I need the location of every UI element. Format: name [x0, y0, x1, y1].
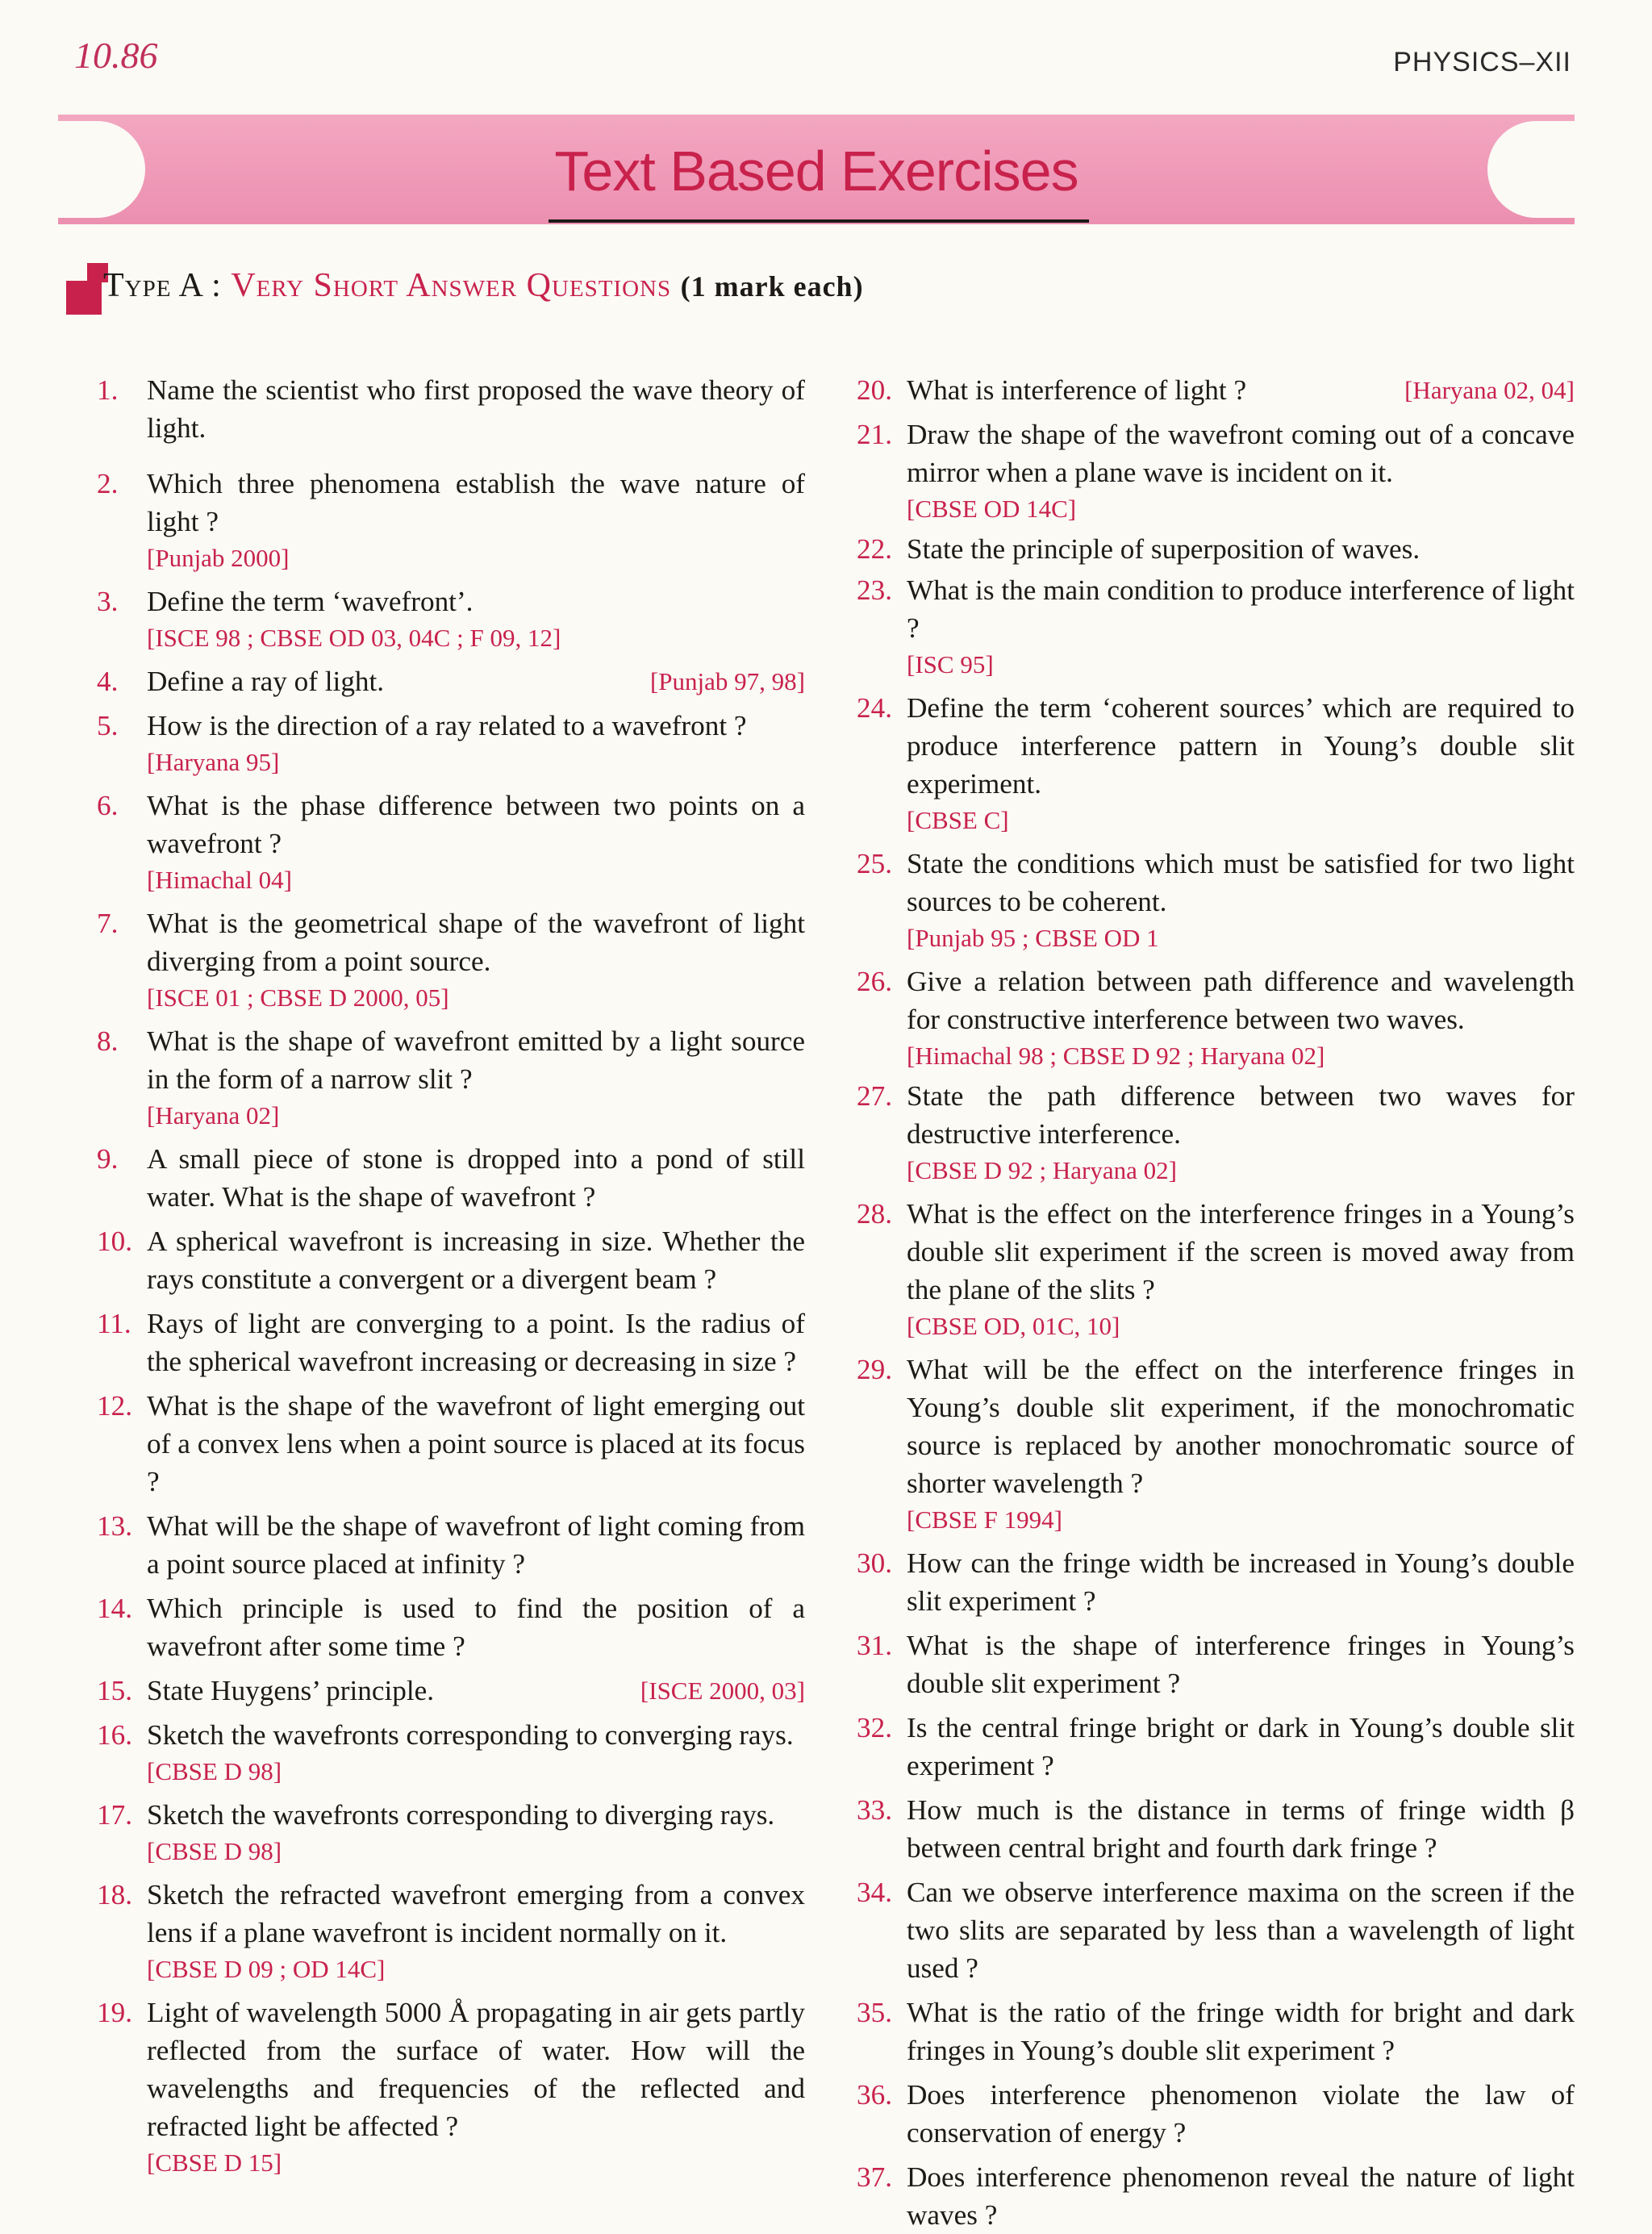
question-item	[857, 1351, 1575, 1538]
question-item	[857, 1709, 1575, 1785]
question-item	[97, 707, 805, 780]
question-number: 12.	[97, 1390, 132, 1422]
question-number: 35.	[857, 1997, 892, 2028]
question-item	[97, 1672, 805, 1710]
questions-left-column	[97, 365, 805, 2181]
question-reference: [Haryana 95]	[147, 748, 280, 776]
question-text: What is interference of light ?	[907, 374, 1247, 406]
question-number: 16.	[97, 1719, 132, 1751]
question-number: 32.	[857, 1712, 892, 1743]
section-marks: (1 mark each)	[680, 270, 864, 303]
question-item	[857, 1994, 1575, 2069]
question-text: State the conditions which must be satisfied for two light sources to be coherent.	[907, 848, 1575, 917]
question-number: 11.	[97, 1308, 131, 1339]
question-text: What is the main condition to produce interference of light ?	[907, 574, 1575, 644]
bullet-square-icon	[66, 281, 102, 315]
question-item	[97, 787, 805, 898]
question-text: Is the central fringe bright or dark in Young’s double slit experiment ?	[907, 1712, 1575, 1781]
question-item	[857, 1626, 1575, 1702]
question-item	[97, 1589, 805, 1665]
question-item	[97, 1994, 805, 2181]
question-text: What is the geometrical shape of the wavefront of light diverging from a point source.	[147, 908, 805, 977]
question-number: 7.	[97, 908, 119, 939]
question-reference: [Punjab 95 ; CBSE OD 1	[907, 924, 1159, 952]
question-item	[857, 2158, 1575, 2234]
question-number: 3.	[97, 586, 119, 617]
question-text: Sketch the refracted wavefront emerging from a convex lens if a plane wavefront is incident normally on it.	[147, 1879, 805, 1948]
question-number: 22.	[857, 533, 892, 565]
question-reference: [CBSE C]	[907, 806, 1009, 834]
question-number: 26.	[857, 966, 892, 997]
question-reference: [CBSE OD, 01C, 10]	[907, 1312, 1120, 1340]
question-text: Name the scientist who first proposed the wave theory of light.	[147, 374, 805, 444]
question-item	[97, 371, 805, 447]
question-text: What will be the shape of wavefront of light coming from a point source placed at infinity ?	[147, 1510, 805, 1580]
question-reference: [Punjab 2000]	[147, 544, 290, 572]
question-number: 10.	[97, 1226, 132, 1257]
question-item	[97, 662, 805, 700]
question-item	[857, 1195, 1575, 1344]
question-number: 5.	[97, 710, 119, 741]
question-text: A spherical wavefront is increasing in size. Whether the rays constitute a convergent or a divergent beam ?	[147, 1226, 805, 1295]
question-reference: [ISC 95]	[907, 650, 994, 679]
question-number: 19.	[97, 1997, 132, 2028]
question-number: 37.	[857, 2161, 892, 2193]
question-reference: [CBSE OD 14C]	[907, 495, 1077, 523]
question-number: 6.	[97, 790, 119, 821]
question-text: What is the ratio of the fringe width for bright and dark fringes in Young’s double slit experiment ?	[907, 1997, 1575, 2066]
question-item	[97, 583, 805, 656]
question-text: State the path difference between two waves for destructive interference.	[907, 1080, 1575, 1150]
question-reference: [ISCE 01 ; CBSE D 2000, 05]	[147, 983, 449, 1012]
question-number: 25.	[857, 848, 892, 879]
question-reference: [CBSE D 98]	[147, 1757, 282, 1785]
question-item	[97, 1387, 805, 1501]
question-item	[97, 1876, 805, 1987]
question-item	[857, 571, 1575, 683]
question-text: Draw the shape of the wavefront coming out of a concave mirror when a plane wave is incident on it.	[907, 419, 1575, 488]
question-text: Sketch the wavefronts corresponding to converging rays.	[147, 1719, 794, 1751]
question-number: 15.	[97, 1675, 132, 1706]
question-reference: [Punjab 97, 98]	[649, 667, 805, 695]
question-text: What is the shape of wavefront emitted by a light source in the form of a narrow slit ?	[147, 1025, 805, 1095]
question-item	[97, 1507, 805, 1583]
banner-title: Text Based Exercises	[554, 140, 1078, 203]
question-text: Define the term ‘wavefront’.	[147, 586, 473, 617]
question-number: 31.	[857, 1630, 892, 1661]
question-reference: [CBSE D 09 ; OD 14C]	[147, 1955, 386, 1983]
question-item	[857, 1873, 1575, 1987]
question-number: 17.	[97, 1799, 132, 1831]
question-reference: [ISCE 2000, 03]	[640, 1677, 805, 1705]
page-number: 10.86	[74, 35, 158, 76]
question-text: What is the shape of the wavefront of light emerging out of a convex lens when a point source is placed at its focus ?	[147, 1390, 805, 1497]
question-item	[857, 962, 1575, 1074]
question-text: How much is the distance in terms of fringe width β between central bright and fourth dark fringe ?	[907, 1794, 1575, 1864]
question-text: What is the effect on the interference fringes in a Young’s double slit experiment if the screen is moved away from the plane of the slits ?	[907, 1198, 1575, 1305]
question-number: 28.	[857, 1198, 892, 1230]
question-number: 24.	[857, 692, 892, 724]
question-number: 4.	[97, 666, 119, 697]
section-heading-text	[103, 267, 864, 304]
question-item	[857, 845, 1575, 956]
question-item	[97, 1796, 805, 1869]
question-number: 33.	[857, 1794, 892, 1826]
question-text: Sketch the wavefronts corresponding to diverging rays.	[147, 1799, 775, 1831]
question-item	[857, 2076, 1575, 2152]
question-item	[857, 1077, 1575, 1188]
question-item	[97, 1305, 805, 1380]
question-text: Does interference phenomenon violate the law of conservation of energy ?	[907, 2079, 1575, 2148]
question-number: 29.	[857, 1354, 892, 1385]
question-number: 8.	[97, 1025, 119, 1057]
question-number: 21.	[857, 419, 892, 450]
question-reference: [CBSE D 92 ; Haryana 02]	[907, 1156, 1177, 1184]
question-text: How can the fringe width be increased in Young’s double slit experiment ?	[907, 1547, 1575, 1617]
section-heading	[66, 266, 864, 305]
question-number: 14.	[97, 1593, 132, 1624]
question-text: What is the shape of interference fringes in Young’s double slit experiment ?	[907, 1630, 1575, 1699]
question-text: How is the direction of a ray related to a wavefront ?	[147, 710, 747, 741]
question-item	[857, 415, 1575, 527]
question-text: Which three phenomena establish the wave nature of light ?	[147, 468, 805, 537]
question-item	[97, 1716, 805, 1789]
question-number: 27.	[857, 1080, 892, 1112]
question-number: 20.	[857, 374, 892, 406]
question-number: 18.	[97, 1879, 132, 1910]
question-number: 36.	[857, 2079, 892, 2111]
questions-right-column	[857, 365, 1575, 2234]
question-number: 23.	[857, 574, 892, 606]
question-text: What is the phase difference between two points on a wavefront ?	[147, 790, 805, 859]
question-reference: [ISCE 98 ; CBSE OD 03, 04C ; F 09, 12]	[147, 624, 561, 652]
question-item	[857, 689, 1575, 838]
question-text: Define the term ‘coherent sources’ which are required to produce interference pattern in Young’s double slit experiment.	[907, 692, 1575, 800]
question-reference: [Himachal 04]	[147, 866, 292, 894]
banner-underline	[549, 219, 1089, 223]
question-text: Rays of light are converging to a point. Is the radius of the spherical wavefront increasing or decreasing in size ?	[147, 1308, 805, 1377]
question-text: Light of wavelength 5000 Å propagating in air gets partly reflected from the surface of water. How will the wavelengths and frequencies of the reflected and refracted light be affected ?	[147, 1997, 805, 2142]
question-reference: [Haryana 02]	[147, 1101, 280, 1130]
section-banner	[58, 115, 1575, 224]
question-item	[97, 465, 805, 576]
question-reference: [Himachal 98 ; CBSE D 92 ; Haryana 02]	[907, 1042, 1325, 1070]
question-reference: [CBSE D 98]	[147, 1837, 282, 1865]
question-number: 30.	[857, 1547, 892, 1579]
question-item	[857, 1544, 1575, 1620]
question-text: Define a ray of light.	[147, 666, 385, 697]
question-number: 34.	[857, 1877, 892, 1908]
question-item	[857, 530, 1575, 568]
question-text: Give a relation between path difference and wavelength for constructive interference between two waves.	[907, 966, 1575, 1035]
question-number: 13.	[97, 1510, 132, 1542]
question-text: Can we observe interference maxima on the screen if the two slits are separated by less than a wavelength of light used ?	[907, 1877, 1575, 1984]
question-number: 2.	[97, 468, 119, 499]
section-type-label: Type A :	[103, 267, 222, 304]
question-text: State Huygens’ principle.	[147, 1675, 435, 1706]
question-item	[97, 1140, 805, 1216]
question-item	[857, 1791, 1575, 1867]
question-text: A small piece of stone is dropped into a pond of still water. What is the shape of wavefront ?	[147, 1143, 805, 1213]
question-number: 1.	[97, 374, 119, 406]
question-text: Which principle is used to find the position of a wavefront after some time ?	[147, 1593, 805, 1662]
book-title: PHYSICS–XII	[1393, 47, 1571, 77]
question-item	[97, 1222, 805, 1298]
question-text: What will be the effect on the interference fringes in Young’s double slit experiment, if the monochromatic source is replaced by another monochromatic source of shorter wavelength ?	[907, 1354, 1575, 1499]
question-item	[97, 1022, 805, 1134]
question-text: State the principle of superposition of waves.	[907, 533, 1420, 565]
question-item	[97, 904, 805, 1016]
question-reference: [CBSE D 15]	[147, 2148, 282, 2177]
question-item	[857, 371, 1575, 409]
question-number: 9.	[97, 1143, 119, 1175]
question-reference: [CBSE F 1994]	[907, 1505, 1062, 1534]
section-title: Very Short Answer Questions	[231, 267, 672, 304]
question-reference: [Haryana 02, 04]	[1404, 376, 1575, 404]
question-text: Does interference phenomenon reveal the nature of light waves ?	[907, 2161, 1575, 2231]
